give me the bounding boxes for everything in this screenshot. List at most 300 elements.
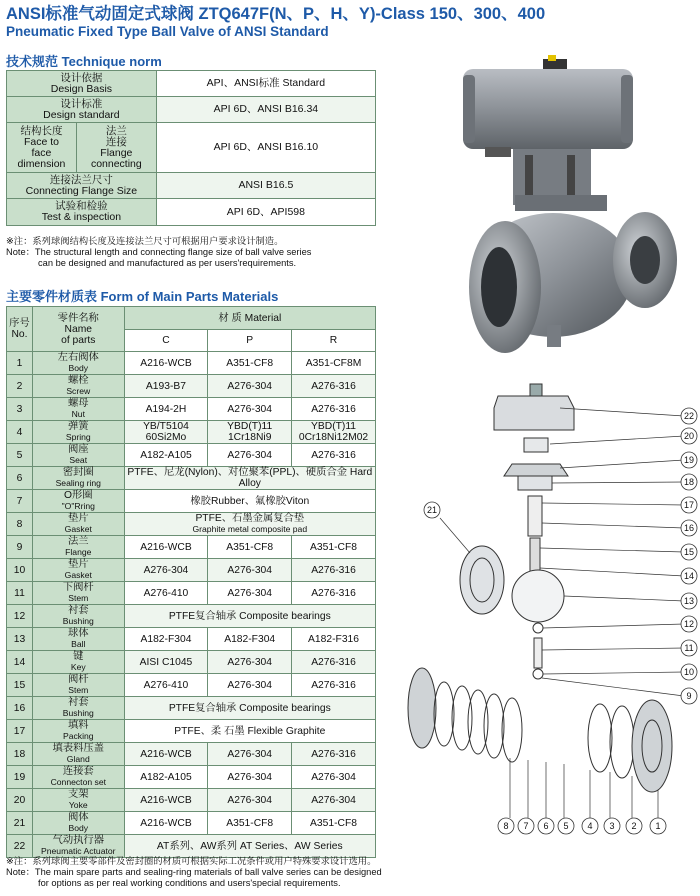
value-cell: API、ANSI标准 Standard bbox=[156, 71, 375, 97]
table-row bbox=[7, 651, 376, 674]
value-cell: API 6D、API598 bbox=[156, 199, 375, 226]
material-r-cell bbox=[292, 743, 376, 766]
table-row bbox=[7, 743, 376, 766]
material-c-cell bbox=[124, 421, 208, 444]
part-name-cell-text: 衬套 bbox=[67, 697, 89, 708]
material-p-cell bbox=[208, 766, 292, 789]
callout-4 bbox=[582, 818, 598, 834]
label-en: Flange bbox=[100, 146, 133, 159]
part-no-cell-text: 2 bbox=[16, 380, 23, 392]
part-name-cell-text: 弹簧 bbox=[67, 421, 89, 432]
part-name-cell-text: O形圈 bbox=[63, 490, 93, 501]
part-no-cell-text: 22 bbox=[13, 840, 26, 852]
material-c-cell-text: A193-B7 bbox=[145, 380, 186, 392]
part-name-cell bbox=[32, 789, 124, 812]
material-r-cell-text: A276-316 bbox=[311, 564, 356, 576]
material-p-cell-text: A276-304 bbox=[227, 771, 273, 783]
label-cn: 连接 bbox=[105, 135, 127, 148]
material-r-cell-text: A276-316 bbox=[311, 656, 356, 668]
table-row bbox=[7, 812, 376, 835]
callout-label: 20 bbox=[683, 431, 695, 441]
material-c-cell-text: A276-304 bbox=[143, 564, 189, 576]
callout-label: 16 bbox=[683, 523, 695, 533]
material-span-cell-text: PTFE、石墨金属复合垫 bbox=[195, 513, 305, 524]
parts-note bbox=[6, 856, 382, 889]
part-no-cell-text: 16 bbox=[13, 702, 26, 714]
material-p-cell-text: 1Cr18Ni9 bbox=[227, 432, 272, 443]
material-span-cell bbox=[124, 835, 375, 858]
callout-label: 1 bbox=[655, 821, 661, 831]
material-r-cell-text: A351-CF8 bbox=[310, 541, 357, 553]
part-no-cell bbox=[7, 513, 33, 536]
callout-7 bbox=[518, 818, 534, 834]
material-r-cell-text: A276-304 bbox=[311, 771, 356, 783]
part-name-cell-text: 球体 bbox=[67, 628, 89, 639]
material-c-cell-text: AISI C1045 bbox=[139, 656, 193, 668]
table-row bbox=[7, 513, 376, 536]
callout-11 bbox=[681, 640, 697, 656]
callout-label: 9 bbox=[686, 691, 692, 701]
note-cn: ※注：系列球阀主要零部件及密封圈的材质可根据实际工况条件或用户特殊要求设计选用。 bbox=[6, 856, 377, 866]
part-name-cell-text: Stem bbox=[68, 685, 89, 695]
label-en: Connecting Flange Size bbox=[25, 184, 138, 197]
material-c-cell-text: A216-WCB bbox=[140, 357, 192, 369]
material-p-cell bbox=[208, 674, 292, 697]
part-no-cell bbox=[7, 835, 33, 858]
callout-label: 6 bbox=[543, 821, 549, 831]
callout-label: 7 bbox=[523, 821, 529, 831]
part-name-cell-text: 螺母 bbox=[67, 398, 89, 409]
part-name-cell bbox=[32, 835, 124, 858]
technique-norm-table bbox=[6, 70, 376, 226]
header-no-cn: 序号 bbox=[9, 318, 30, 329]
material-r-cell bbox=[292, 789, 376, 812]
part-name-cell-text: Stem bbox=[68, 593, 89, 603]
material-c-cell bbox=[124, 559, 208, 582]
table-row bbox=[7, 628, 376, 651]
label-cn: 试验和检验 bbox=[55, 200, 108, 212]
callout-3 bbox=[604, 818, 620, 834]
title-en: Pneumatic Fixed Type Ball Valve of ANSI Standard bbox=[6, 24, 329, 39]
table-header-row bbox=[7, 307, 376, 330]
label-en: Test & inspection bbox=[41, 211, 122, 223]
part-no-cell bbox=[7, 467, 33, 490]
table-row bbox=[7, 766, 376, 789]
part-name-cell-text: Key bbox=[70, 662, 86, 672]
material-p-cell-text: A276-304 bbox=[227, 380, 273, 392]
material-p-cell bbox=[208, 559, 292, 582]
material-span-cell bbox=[124, 605, 375, 628]
header-no bbox=[7, 307, 33, 352]
part-no-cell-text: 18 bbox=[13, 748, 26, 760]
material-c-cell-text: A276-410 bbox=[143, 679, 189, 691]
material-p-cell-text: A276-304 bbox=[227, 403, 273, 415]
part-name-cell-text: Sealing ring bbox=[55, 478, 101, 488]
label-cn: 设计标准 bbox=[60, 97, 103, 110]
callout-label: 12 bbox=[683, 619, 695, 629]
callout-label: 8 bbox=[503, 821, 509, 831]
callout-1 bbox=[650, 818, 666, 834]
material-c-cell bbox=[124, 375, 208, 398]
part-no-cell bbox=[7, 559, 33, 582]
material-p-cell bbox=[208, 444, 292, 467]
material-r-cell bbox=[292, 398, 376, 421]
material-p-cell-text: A276-304 bbox=[227, 679, 273, 691]
part-name-cell bbox=[32, 444, 124, 467]
part-no-cell-text: 7 bbox=[16, 495, 23, 507]
part-name-cell bbox=[32, 766, 124, 789]
table-row bbox=[7, 674, 376, 697]
material-r-cell-text: A351-CF8M bbox=[305, 357, 362, 369]
part-no-cell bbox=[7, 743, 33, 766]
part-name-cell-text: 阀座 bbox=[67, 444, 89, 455]
table-row bbox=[7, 421, 376, 444]
table-row bbox=[7, 605, 376, 628]
part-no-cell-text: 15 bbox=[13, 679, 26, 691]
table-row bbox=[7, 835, 376, 858]
callout-20 bbox=[681, 428, 697, 444]
note-en: Note：The structural length and connecting flange size of ball valve series bbox=[6, 247, 312, 257]
part-name-cell bbox=[32, 375, 124, 398]
part-name-cell-text: 密封圈 bbox=[62, 467, 94, 478]
part-name-cell bbox=[32, 812, 124, 835]
table-row bbox=[7, 789, 376, 812]
part-name-cell-text: Gasket bbox=[64, 524, 92, 534]
part-name-cell-text: 左右阀体 bbox=[57, 352, 99, 363]
label-cn: 连接法兰尺寸 bbox=[49, 173, 113, 186]
callout-label: 14 bbox=[683, 571, 695, 581]
table-row bbox=[7, 173, 376, 199]
part-no-cell bbox=[7, 352, 33, 375]
material-p-cell bbox=[208, 651, 292, 674]
exploded-view-icon bbox=[400, 378, 700, 846]
part-name-cell-text: 填表料压盖 bbox=[52, 743, 105, 754]
part-no-cell-text: 17 bbox=[13, 725, 26, 737]
material-p-cell-text: A276-304 bbox=[227, 656, 273, 668]
table-row bbox=[7, 490, 376, 513]
callout-10 bbox=[681, 664, 697, 680]
part-name-cell-text: 填料 bbox=[67, 720, 89, 731]
table-row bbox=[7, 352, 376, 375]
part-name-cell-text: Flange bbox=[65, 547, 92, 557]
label-cell bbox=[7, 97, 157, 123]
part-name-cell-text: Body bbox=[68, 363, 89, 373]
material-c-cell-text: A216-WCB bbox=[140, 817, 192, 829]
part-no-cell bbox=[7, 720, 33, 743]
header-c: C bbox=[124, 330, 208, 352]
part-no-cell bbox=[7, 651, 33, 674]
tech-note bbox=[6, 236, 311, 269]
part-name-cell-text: 垫片 bbox=[67, 513, 89, 524]
callout-label: 13 bbox=[683, 596, 695, 606]
label-en: Design standard bbox=[43, 108, 120, 121]
label-en: dimension bbox=[17, 157, 66, 170]
callout-label: 11 bbox=[684, 643, 694, 653]
material-span-cell-text: AT系列、AW系列 AT Series、AW Series bbox=[156, 840, 343, 852]
part-name-cell-text: 衬套 bbox=[67, 605, 89, 616]
callout-label: 10 bbox=[683, 667, 695, 677]
note-en: can be designed and manufactured as per users'requirements. bbox=[38, 258, 297, 268]
parts-body bbox=[7, 352, 376, 858]
part-no-cell bbox=[7, 582, 33, 605]
material-p-cell bbox=[208, 789, 292, 812]
material-p-cell bbox=[208, 743, 292, 766]
label-cn: 设计依据 bbox=[60, 71, 103, 84]
part-name-cell-text: Seat bbox=[69, 455, 88, 465]
label-cell bbox=[7, 71, 157, 97]
table-row bbox=[7, 97, 376, 123]
part-no-cell-text: 11 bbox=[14, 587, 25, 599]
callout-19 bbox=[681, 452, 697, 468]
part-name-cell-text: Ball bbox=[71, 639, 86, 649]
part-name-cell bbox=[32, 559, 124, 582]
material-c-cell-text: A182-A105 bbox=[140, 449, 192, 461]
material-span-cell-text: 橡胶Rubber、氟橡胶Viton bbox=[190, 495, 310, 507]
material-r-cell bbox=[292, 628, 376, 651]
callout-9 bbox=[681, 688, 697, 704]
value-cell: API 6D、ANSI B16.34 bbox=[156, 97, 375, 123]
material-p-cell bbox=[208, 375, 292, 398]
material-c-cell bbox=[124, 444, 208, 467]
material-p-cell bbox=[208, 536, 292, 559]
part-name-cell-text: Screw bbox=[66, 386, 91, 396]
part-no-cell-text: 4 bbox=[16, 426, 23, 438]
parts-materials-table bbox=[6, 306, 376, 858]
material-c-cell bbox=[124, 352, 208, 375]
material-p-cell-text: A276-304 bbox=[227, 587, 273, 599]
material-span-cell bbox=[124, 720, 375, 743]
note-cn: ※注：系列球阀结构长度及连接法兰尺寸可根据用户要求设计制造。 bbox=[6, 236, 284, 246]
material-c-cell bbox=[124, 582, 208, 605]
label-cell bbox=[7, 199, 157, 226]
material-p-cell-text: A351-CF8 bbox=[226, 357, 274, 369]
callout-label: 22 bbox=[683, 411, 695, 421]
table-row bbox=[7, 720, 376, 743]
part-no-cell-text: 10 bbox=[13, 564, 26, 576]
material-c-cell bbox=[124, 628, 208, 651]
callout-label: 19 bbox=[683, 455, 695, 465]
note-en: for options as per real working conditions and users'special requirements. bbox=[38, 878, 341, 888]
material-c-cell-text: YB/T5104 bbox=[143, 421, 189, 432]
part-no-cell bbox=[7, 697, 33, 720]
table-row bbox=[7, 536, 376, 559]
callout-15 bbox=[681, 544, 697, 560]
part-name-cell-text: Spring bbox=[65, 432, 91, 442]
part-name-cell-text: 垫片 bbox=[67, 559, 89, 570]
part-name-cell-text: Gasket bbox=[64, 570, 92, 580]
title-cn: ANSI标准气动固定式球阀 ZTQ647F(N、P、H、Y)-Class 150、300、400 bbox=[6, 5, 546, 23]
material-c-cell-text: 60Si2Mo bbox=[145, 432, 187, 443]
material-p-cell-text: A276-304 bbox=[227, 748, 273, 760]
table-row bbox=[7, 697, 376, 720]
part-name-cell-text: 连接套 bbox=[62, 766, 94, 777]
material-span-cell-text: Graphite metal composite pad bbox=[192, 524, 308, 534]
callout-12 bbox=[681, 616, 697, 632]
material-p-cell-text: A276-304 bbox=[227, 794, 273, 806]
part-no-cell-text: 8 bbox=[16, 518, 23, 530]
part-no-cell bbox=[7, 444, 33, 467]
material-r-cell bbox=[292, 375, 376, 398]
table-row bbox=[7, 398, 376, 421]
material-r-cell bbox=[292, 444, 376, 467]
label-en: Face to bbox=[23, 135, 59, 148]
label-cell bbox=[7, 123, 77, 173]
part-name-cell-text: "O"Rring bbox=[61, 501, 95, 511]
part-no-cell bbox=[7, 766, 33, 789]
material-c-cell bbox=[124, 812, 208, 835]
material-r-cell-text: A276-316 bbox=[311, 449, 356, 461]
header-r: R bbox=[292, 330, 376, 352]
part-no-cell-text: 19 bbox=[13, 771, 26, 783]
header-name-cn: 零件名称 bbox=[57, 312, 99, 324]
parts-heading: 主要零件材质表 Form of Main Parts Materials bbox=[6, 289, 279, 304]
material-p-cell bbox=[208, 352, 292, 375]
material-r-cell bbox=[292, 536, 376, 559]
table-row bbox=[7, 582, 376, 605]
material-c-cell-text: A182-A105 bbox=[140, 771, 192, 783]
callout-8 bbox=[498, 818, 514, 834]
label-cell bbox=[7, 173, 157, 199]
part-name-cell bbox=[32, 398, 124, 421]
header-name bbox=[32, 307, 124, 352]
part-name-cell-text: Packing bbox=[62, 731, 94, 741]
part-name-cell-text: 阀体 bbox=[67, 812, 89, 823]
material-p-cell-text: A351-CF8 bbox=[226, 817, 274, 829]
material-c-cell-text: A276-410 bbox=[143, 587, 189, 599]
material-span-cell-text: PTFE复合轴承 Composite bearings bbox=[168, 702, 331, 714]
table-row bbox=[7, 444, 376, 467]
callout-label: 21 bbox=[426, 505, 438, 515]
material-p-cell-text: YBD(T)11 bbox=[227, 421, 273, 432]
material-r-cell bbox=[292, 766, 376, 789]
part-no-cell-text: 20 bbox=[13, 794, 26, 806]
material-c-cell-text: A216-WCB bbox=[140, 748, 192, 760]
value-cell: API 6D、ANSI B16.10 bbox=[156, 123, 375, 173]
material-c-cell bbox=[124, 398, 208, 421]
part-name-cell bbox=[32, 421, 124, 444]
material-r-cell-text: 0Cr18Ni12M02 bbox=[298, 432, 369, 443]
callout-label: 15 bbox=[683, 547, 695, 557]
callout-21 bbox=[424, 502, 440, 518]
material-r-cell bbox=[292, 352, 376, 375]
part-name-cell bbox=[32, 651, 124, 674]
part-name-cell-text: 法兰 bbox=[67, 536, 89, 547]
part-name-cell bbox=[32, 467, 124, 490]
callout-label: 3 bbox=[609, 821, 615, 831]
material-r-cell-text: A351-CF8 bbox=[310, 817, 357, 829]
part-no-cell-text: 5 bbox=[16, 449, 23, 461]
material-r-cell-text: A276-316 bbox=[311, 748, 356, 760]
material-p-cell-text: A351-CF8 bbox=[226, 541, 274, 553]
part-no-cell-text: 13 bbox=[13, 633, 26, 645]
header-name-en: of parts bbox=[61, 334, 96, 346]
label-en: connecting bbox=[90, 157, 142, 170]
part-no-cell-text: 9 bbox=[16, 541, 23, 553]
material-r-cell-text: A182-F316 bbox=[308, 633, 359, 645]
part-no-cell bbox=[7, 605, 33, 628]
part-name-cell-text: Nut bbox=[71, 409, 85, 419]
part-name-cell bbox=[32, 628, 124, 651]
material-r-cell bbox=[292, 812, 376, 835]
material-span-cell-text: PTFE复合轴承 Composite bearings bbox=[168, 610, 331, 622]
material-p-cell bbox=[208, 421, 292, 444]
callout-2 bbox=[626, 818, 642, 834]
part-name-cell-text: 支架 bbox=[67, 789, 89, 800]
callout-label: 5 bbox=[563, 821, 569, 831]
callout-22 bbox=[681, 408, 697, 424]
part-no-cell-text: 21 bbox=[13, 817, 26, 829]
part-name-cell bbox=[32, 743, 124, 766]
part-no-cell bbox=[7, 375, 33, 398]
material-c-cell bbox=[124, 789, 208, 812]
part-name-cell bbox=[32, 605, 124, 628]
part-no-cell bbox=[7, 490, 33, 513]
callout-18 bbox=[681, 474, 697, 490]
callout-label: 4 bbox=[587, 821, 593, 831]
material-r-cell-text: A276-316 bbox=[311, 587, 356, 599]
part-no-cell-text: 12 bbox=[13, 610, 26, 622]
label-cn: 法兰 bbox=[105, 124, 127, 137]
table-row bbox=[7, 199, 376, 226]
part-no-cell bbox=[7, 674, 33, 697]
part-no-cell-text: 14 bbox=[13, 656, 26, 668]
material-p-cell bbox=[208, 812, 292, 835]
part-no-cell bbox=[7, 536, 33, 559]
material-p-cell-text: A276-304 bbox=[227, 564, 273, 576]
part-name-cell bbox=[32, 513, 124, 536]
part-no-cell bbox=[7, 812, 33, 835]
header-name-en: Name bbox=[64, 323, 92, 335]
callout-5 bbox=[558, 818, 574, 834]
part-name-cell-text: 阀杆 bbox=[67, 674, 89, 685]
part-no-cell-text: 3 bbox=[16, 403, 23, 415]
callout-17 bbox=[681, 497, 697, 513]
material-c-cell-text: A216-WCB bbox=[140, 794, 192, 806]
part-name-cell bbox=[32, 582, 124, 605]
material-c-cell bbox=[124, 766, 208, 789]
material-span-cell bbox=[124, 490, 375, 513]
material-r-cell-text: A276-316 bbox=[311, 380, 356, 392]
tech-heading: 技术规范 Technique norm bbox=[6, 54, 162, 69]
material-r-cell bbox=[292, 582, 376, 605]
table-row bbox=[7, 123, 376, 173]
table-row bbox=[7, 467, 376, 490]
material-span-cell bbox=[124, 697, 375, 720]
material-span-cell-text: PTFE、尼龙(Nylon)、对位聚苯(PPL)、硬质合金 Hard Alloy bbox=[127, 467, 373, 489]
table-row bbox=[7, 71, 376, 97]
part-name-cell-text: Connecton set bbox=[50, 777, 106, 787]
callout-label: 17 bbox=[683, 500, 695, 510]
material-r-cell-text: YBD(T)11 bbox=[311, 421, 357, 432]
part-no-cell bbox=[7, 421, 33, 444]
part-name-cell bbox=[32, 697, 124, 720]
material-p-cell-text: A182-F304 bbox=[224, 633, 276, 645]
material-p-cell-text: A276-304 bbox=[227, 449, 273, 461]
part-name-cell bbox=[32, 720, 124, 743]
part-name-cell bbox=[32, 674, 124, 697]
part-no-cell-text: 1 bbox=[16, 357, 23, 369]
part-name-cell bbox=[32, 536, 124, 559]
header-p: P bbox=[208, 330, 292, 352]
part-no-cell-text: 6 bbox=[16, 472, 23, 484]
part-name-cell-text: Yoke bbox=[68, 800, 88, 810]
material-r-cell-text: A276-316 bbox=[311, 403, 356, 415]
material-r-cell-text: A276-304 bbox=[311, 794, 356, 806]
header-no-en: No. bbox=[11, 329, 28, 340]
callout-16 bbox=[681, 520, 697, 536]
part-name-cell-text: 下阀杆 bbox=[62, 582, 94, 593]
material-span-cell bbox=[124, 513, 375, 536]
